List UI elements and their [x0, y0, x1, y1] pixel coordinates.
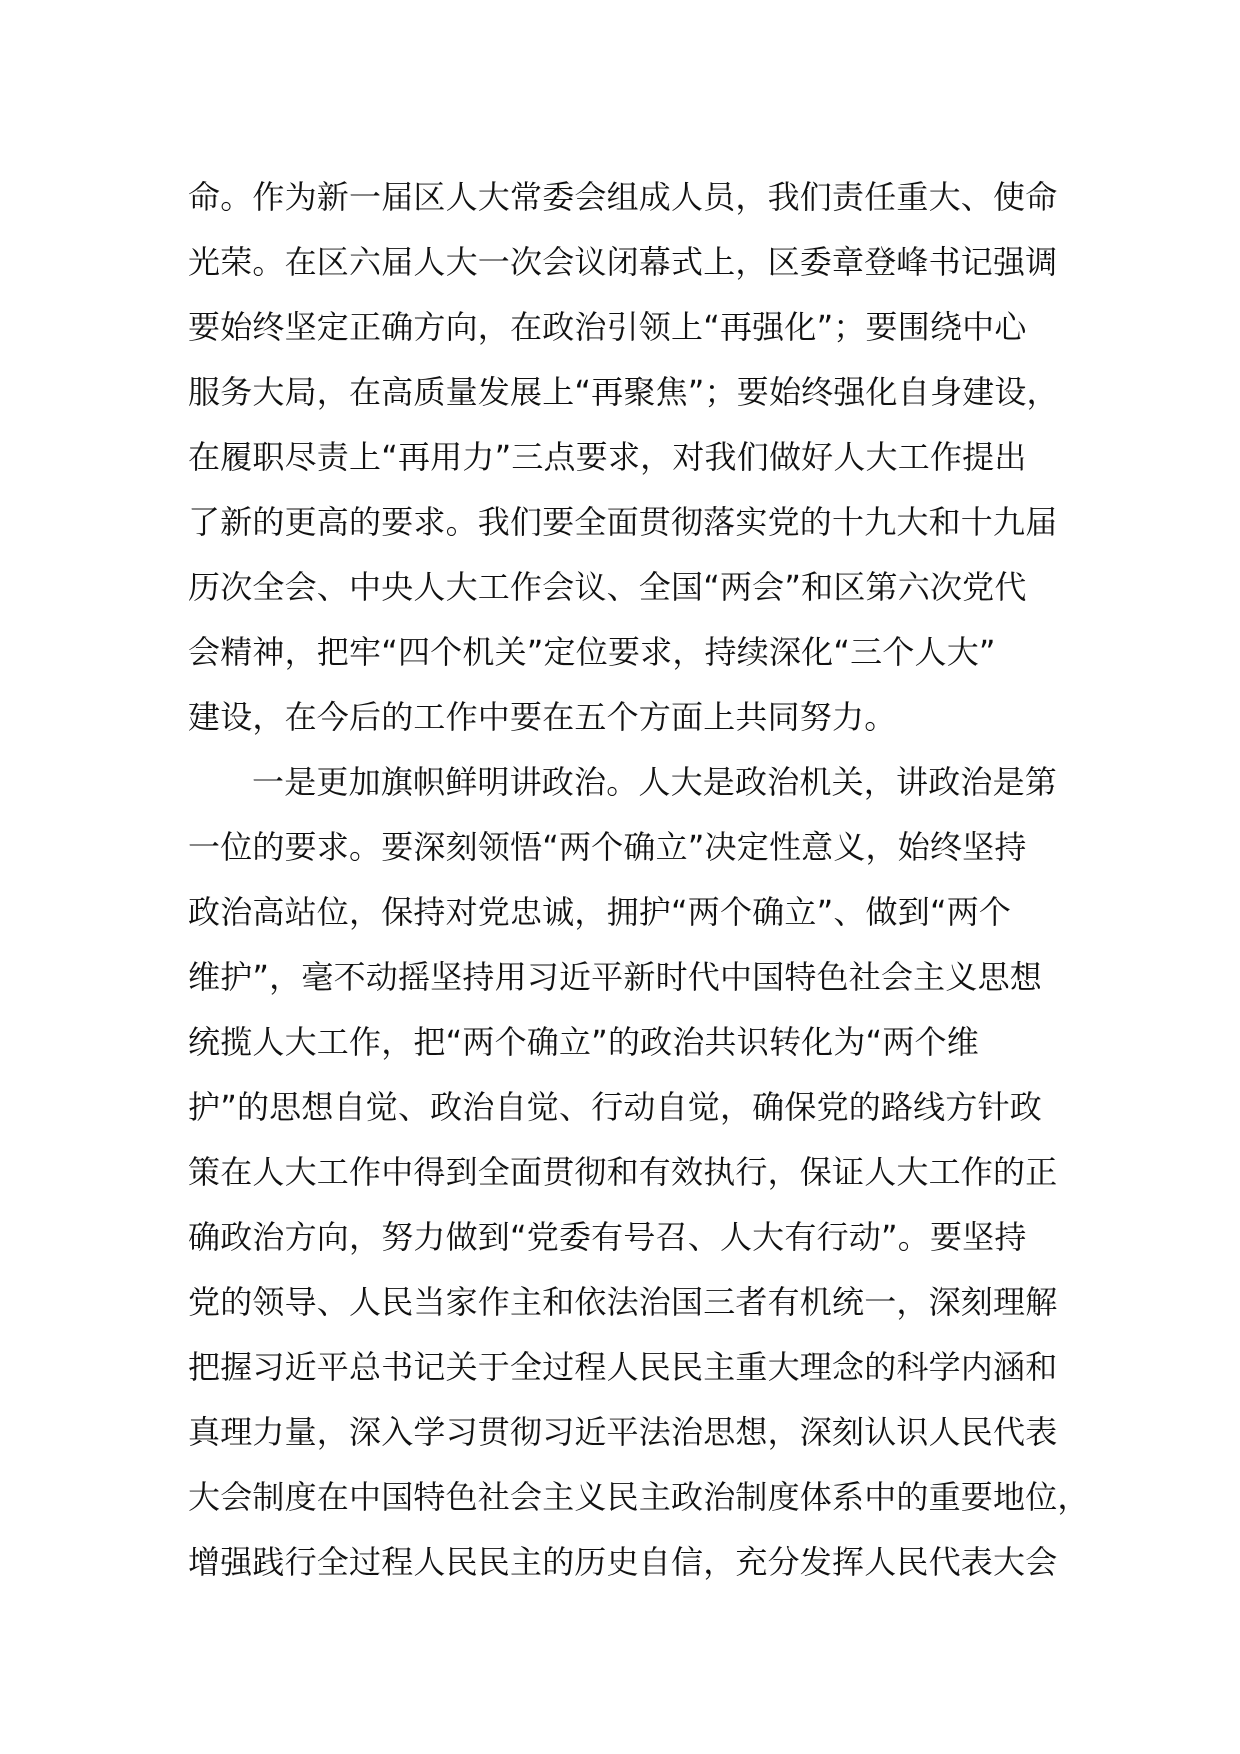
text-line: 命。作为新一届区人大常委会组成人员，我们责任重大、使命 — [188, 178, 1058, 216]
body-text — [188, 165, 1088, 1595]
text-line: 一位的要求。要深刻领悟“两个确立”决定性意义，始终坚持 — [188, 828, 1027, 866]
text-line: 政治高站位，保持对党忠诚，拥护“两个确立”、做到“两个 — [188, 893, 1012, 931]
text-line: 服务大局，在高质量发展上“再聚焦”；要始终强化自身建设， — [188, 373, 1059, 411]
text-line: 历次全会、中央人大工作会议、全国“两会”和区第六次党代 — [188, 568, 1027, 606]
text-line: 在履职尽责上“再用力”三点要求，对我们做好人大工作提出 — [188, 438, 1027, 476]
text-line: 策在人大工作中得到全面贯彻和有效执行，保证人大工作的正 — [188, 1153, 1058, 1191]
paragraph-start-line: 一是更加旗帜鲜明讲政治。人大是政治机关，讲政治是第 — [252, 763, 1058, 801]
text-line: 增强践行全过程人民民主的历史自信，充分发挥人民代表大会 — [188, 1543, 1058, 1581]
text-line: 党的领导、人民当家作主和依法治国三者有机统一，深刻理解 — [188, 1283, 1058, 1321]
text-line: 护”的思想自觉、政治自觉、行动自觉，确保党的路线方针政 — [188, 1088, 1042, 1126]
text-line: 真理力量，深入学习贯彻习近平法治思想，深刻认识人民代表 — [188, 1413, 1058, 1451]
text-line: 光荣。在区六届人大一次会议闭幕式上，区委章登峰书记强调 — [188, 243, 1058, 281]
text-line: 大会制度在中国特色社会主义民主政治制度体系中的重要地位， — [188, 1478, 1090, 1516]
text-line: 统揽人大工作，把“两个确立”的政治共识转化为“两个维 — [188, 1023, 979, 1061]
text-line: 建设，在今后的工作中要在五个方面上共同努力。 — [188, 698, 897, 736]
text-line: 维护”，毫不动摇坚持用习近平新时代中国特色社会主义思想 — [188, 958, 1042, 996]
text-line: 把握习近平总书记关于全过程人民民主重大理念的科学内涵和 — [188, 1348, 1058, 1386]
text-line: 确政治方向，努力做到“党委有号召、人大有行动”。要坚持 — [188, 1218, 1027, 1256]
text-line: 要始终坚定正确方向，在政治引领上“再强化”；要围绕中心 — [188, 308, 1027, 346]
text-line: 了新的更高的要求。我们要全面贯彻落实党的十九大和十九届 — [188, 503, 1058, 541]
text-line: 会精神，把牢“四个机关”定位要求，持续深化“三个人大” — [188, 633, 996, 671]
